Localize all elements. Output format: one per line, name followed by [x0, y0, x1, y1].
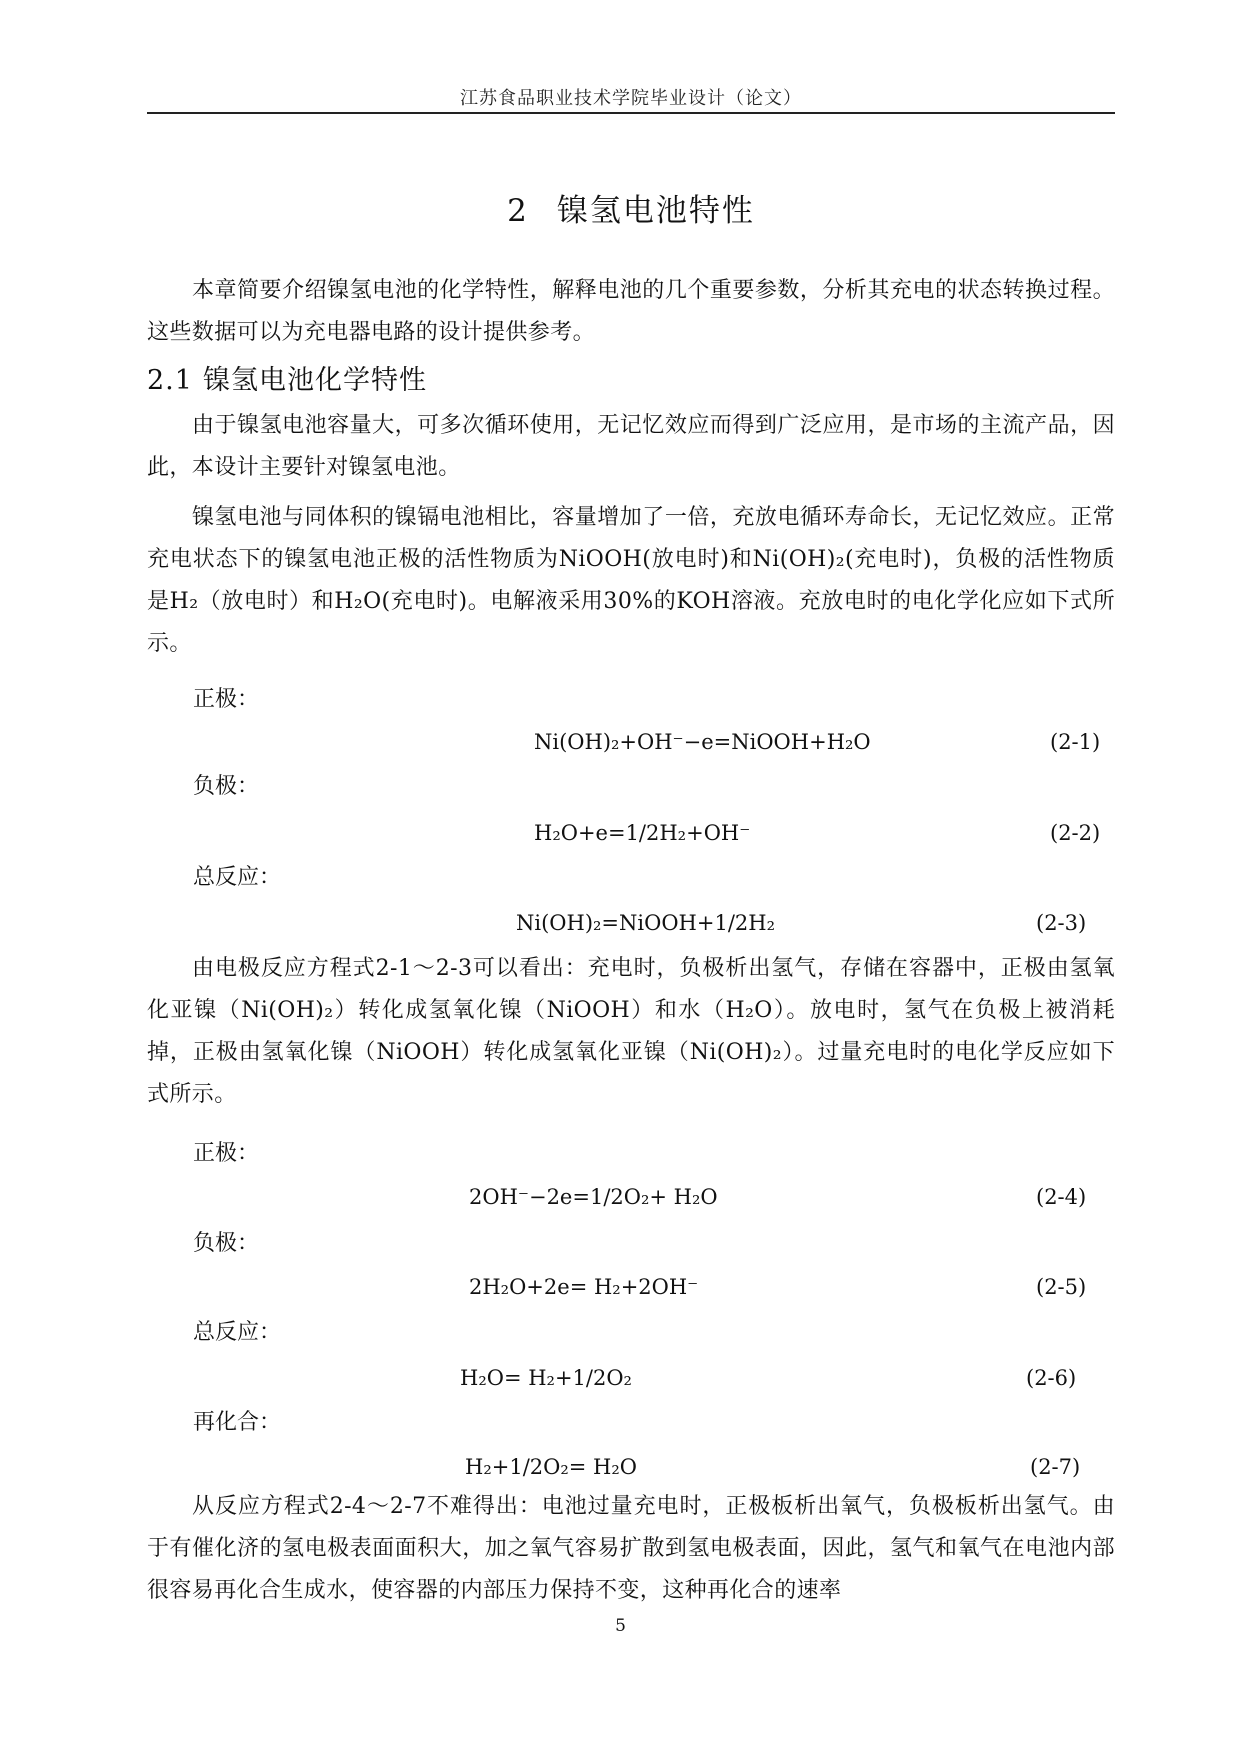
- chapter-number: 2: [507, 193, 529, 229]
- section-title-text: 镍氢电池化学特性: [202, 365, 427, 396]
- equation-2-5: 2H₂O+2e= H₂+2OH⁻: [469, 1275, 699, 1299]
- equation-2-7: H₂+1/2O₂= H₂O: [465, 1455, 637, 1479]
- equation-number-2-6: (2-6): [1026, 1366, 1077, 1390]
- equation-2-4: 2OH⁻−2e=1/2O₂+ H₂O: [469, 1185, 718, 1209]
- paragraph-4: 从反应方程式2-4～2-7不难得出：电池过量充电时，正极板析出氧气，负极板析出氢气。由于有催化济的氢电极表面面积大，加之氧气容易扩散到氢电极表面，因此，氢气和氧气在电池内部很容易再化合生成水，使容器的内部压力保持不变，这种再化合的速率: [147, 1494, 1115, 1603]
- equation-number-2-7: (2-7): [1030, 1455, 1081, 1479]
- label-positive-2: 正极：: [193, 1141, 260, 1166]
- label-total-2: 总反应：: [193, 1320, 282, 1345]
- paragraph-2: 镍氢电池与同体积的镍镉电池相比，容量增加了一倍，充放电循环寿命长，无记忆效应。正常充电状态下的镍氢电池正极的活性物质为NiOOH(放电时)和Ni(OH)₂(充电时)，负极的活性物质是H₂（放电时）和H₂O(充电时)。电解液采用30%的KOH溶液。充放电时的电化学化应如下式所示。: [147, 505, 1115, 656]
- equation-2-2: H₂O+e=1/2H₂+OH⁻: [534, 821, 751, 845]
- header-rule: [147, 112, 1115, 114]
- running-header: 江苏食品职业技术学院毕业设计（论文）: [460, 88, 802, 109]
- chapter-title: [147, 185, 1115, 230]
- label-negative-2: 负极：: [193, 1231, 260, 1256]
- equation-number-2-4: (2-4): [1036, 1185, 1087, 1209]
- paragraph-1: 由于镍氢电池容量大，可多次循环使用，无记忆效应而得到广泛应用，是市场的主流产品，因此，本设计主要针对镍氢电池。: [147, 413, 1115, 480]
- paragraph-3: 由电极反应方程式2-1～2-3可以看出：充电时，负极析出氢气，存储在容器中，正极由氢氧化亚镍（Ni(OH)₂）转化成氢氧化镍（NiOOH）和水（H₂O）。放电时，氢气在负极上被消耗掉，正极由氢氧化镍（NiOOH）转化成氢氧化亚镍（Ni(OH)₂）。过量充电时的电化学反应如下式所示。: [147, 956, 1115, 1107]
- equation-2-6: H₂O= H₂+1/2O₂: [460, 1366, 632, 1390]
- label-total-1: 总反应：: [193, 865, 282, 890]
- section-title: [147, 358, 427, 397]
- label-positive-1: 正极：: [193, 687, 260, 712]
- equation-number-2-1: (2-1): [1050, 730, 1101, 754]
- chapter-title-text: 镍氢电池特性: [556, 193, 755, 229]
- equation-2-1: Ni(OH)₂+OH⁻−e=NiOOH+H₂O: [534, 730, 871, 754]
- page-number: 5: [615, 1616, 626, 1636]
- equation-2-3: Ni(OH)₂=NiOOH+1/2H₂: [516, 911, 775, 935]
- label-recombination: 再化合：: [193, 1410, 282, 1435]
- equation-number-2-3: (2-3): [1036, 911, 1087, 935]
- equation-number-2-5: (2-5): [1036, 1275, 1087, 1299]
- label-negative-1: 负极：: [193, 774, 260, 799]
- section-number: 2.1: [147, 365, 193, 396]
- equation-number-2-2: (2-2): [1050, 821, 1101, 845]
- intro-paragraph: 本章简要介绍镍氢电池的化学特性，解释电池的几个重要参数，分析其充电的状态转换过程。这些数据可以为充电器电路的设计提供参考。: [147, 278, 1115, 345]
